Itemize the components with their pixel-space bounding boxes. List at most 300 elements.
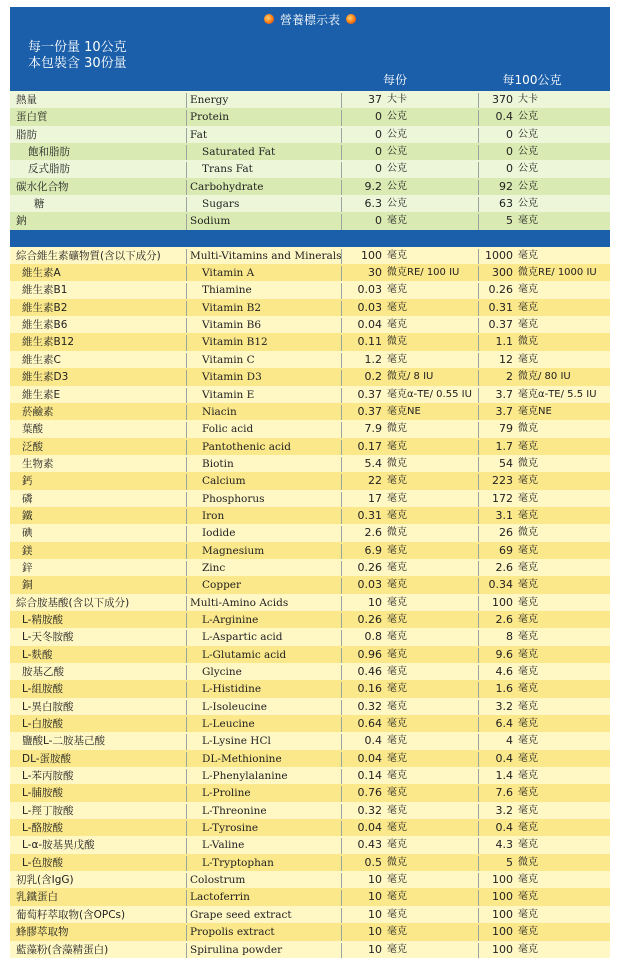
- nutrient-name-en: Carbohydrate: [190, 180, 264, 193]
- nutrient-name-en: DL-Methionine: [202, 752, 282, 765]
- per-100g-value: 0.26: [488, 283, 513, 297]
- per-100g-unit: 毫克: [518, 787, 538, 799]
- per-serving-unit: 毫克: [387, 509, 407, 521]
- nutrient-name-en: Vitamin B2: [202, 301, 262, 314]
- per-serving-value: 17: [368, 491, 382, 505]
- per-serving-value: 22: [368, 474, 382, 488]
- table-row: [10, 403, 610, 420]
- per-100g-value: 0.37: [488, 318, 513, 332]
- table-row: [10, 611, 610, 628]
- per-100g-value: 223: [492, 474, 513, 488]
- nutrient-name-en: Vitamin A: [202, 267, 255, 280]
- per-serving-value: 9.2: [364, 179, 382, 193]
- nutrient-name-en: L-Tryptophan: [202, 856, 274, 869]
- table-row: [10, 524, 610, 541]
- flower-icon: [346, 14, 356, 24]
- nutrient-name-zh: L-脯胺酸: [22, 787, 63, 800]
- per-100g-value: 4.6: [495, 665, 513, 678]
- per-serving-unit: 公克: [387, 128, 407, 140]
- section-divider: [10, 230, 610, 247]
- table-row: [10, 143, 610, 160]
- nutrient-name-en: L-Leucine: [202, 718, 255, 731]
- per-serving-unit: 微克: [387, 457, 407, 469]
- nutrient-name-zh: 藍藻粉(含藻精蛋白): [16, 943, 109, 956]
- nutrient-name-en: Pantothenic acid: [202, 440, 291, 453]
- per-100g-unit: 微克RE/ 1000 IU: [518, 267, 597, 279]
- per-serving-unit: 毫克: [387, 666, 407, 677]
- table-row: [10, 628, 610, 645]
- per-100g-unit: 毫克α-TE/ 5.5 IU: [518, 388, 597, 400]
- nutrient-name-en: Colostrum: [190, 874, 246, 887]
- per-100g-unit: 毫克: [518, 579, 538, 591]
- nutrient-name-en: Vitamin E: [202, 388, 255, 401]
- per-100g-unit: 微克: [518, 527, 538, 539]
- nutrient-name-zh: L-α-胺基異戊酸: [22, 839, 95, 852]
- nutrient-name-en: L-Tyrosine: [202, 822, 259, 835]
- table-row: [10, 542, 610, 559]
- nutrient-name-en: Copper: [202, 579, 242, 592]
- per-100g-value: 100: [492, 595, 513, 609]
- nutrient-name-en: Calcium: [202, 475, 246, 488]
- per-serving-value: 0.37: [357, 387, 382, 401]
- nutrient-name-en: Spirulina powder: [190, 943, 283, 956]
- table-row: [10, 368, 610, 385]
- per-serving-unit: 毫克: [387, 943, 407, 955]
- table-row: [10, 784, 610, 801]
- per-serving-value: 10: [368, 925, 382, 939]
- nutrient-name-en: L-Threonine: [202, 804, 267, 817]
- nutrient-name-en: L-Lysine HCl: [202, 735, 271, 748]
- per-100g-value: 26: [499, 526, 513, 540]
- per-serving-unit: 毫克: [387, 822, 407, 834]
- per-serving-unit: 毫克: [387, 787, 407, 799]
- per-serving-unit: 毫克: [387, 319, 407, 331]
- per-serving-value: 0.96: [357, 647, 382, 661]
- per-100g-value: 6.4: [495, 717, 513, 731]
- col-header-per-serving: 每份: [382, 73, 407, 87]
- nutrient-name-zh: 鐵: [22, 509, 33, 522]
- per-100g-unit: 公克: [518, 163, 538, 175]
- per-serving-unit: 毫克: [387, 544, 407, 556]
- nutrient-name-zh: 反式脂肪: [28, 163, 70, 176]
- nutrient-name-zh: DL-蛋胺酸: [22, 752, 72, 765]
- per-serving-unit: 毫克: [387, 770, 407, 782]
- per-100g-unit: 毫克: [518, 561, 538, 573]
- nutrient-name-zh: 綜合胺基酸(含以下成分): [16, 596, 130, 609]
- per-100g-unit: 毫克: [518, 631, 538, 643]
- per-serving-unit: 毫克: [387, 874, 407, 886]
- nutrient-name-en: Sugars: [202, 198, 240, 211]
- table-row: [10, 715, 610, 732]
- per-serving-unit: 微克: [387, 336, 407, 348]
- per-serving-unit: 毫克: [387, 700, 407, 712]
- table-row: [10, 698, 610, 715]
- table-row: [10, 108, 610, 125]
- per-100g-unit: 毫克: [518, 440, 538, 452]
- per-100g-unit: 毫克: [518, 544, 538, 556]
- nutrient-name-zh: L-苯丙胺酸: [22, 770, 74, 783]
- per-serving-unit: 毫克: [387, 804, 407, 816]
- per-serving-unit: 毫克: [387, 683, 407, 695]
- per-100g-unit: 公克: [518, 128, 538, 140]
- table-row: [10, 732, 610, 749]
- per-serving-value: 30: [368, 266, 382, 280]
- table-row: [10, 507, 610, 524]
- per-100g-unit: 毫克: [518, 319, 538, 331]
- nutrient-name-zh: 蛋白質: [16, 111, 48, 124]
- nutrient-name-zh: L-精胺酸: [22, 613, 63, 626]
- per-100g-unit: 毫克: [518, 613, 538, 625]
- per-serving-unit: 毫克: [387, 908, 407, 920]
- per-serving-value: 7.9: [364, 422, 382, 436]
- table-row: [10, 351, 610, 368]
- per-100g-unit: 毫克: [518, 735, 538, 747]
- per-100g-unit: 微克: [518, 336, 538, 348]
- nutrient-name-zh: 泛酸: [22, 440, 43, 453]
- per-100g-unit: 公克: [518, 198, 538, 210]
- per-100g-value: 172: [492, 491, 513, 505]
- per-serving-value: 10: [368, 907, 382, 921]
- per-100g-value: 92: [499, 179, 513, 193]
- table-header: [10, 31, 610, 91]
- per-100g-unit: 公克: [518, 146, 538, 158]
- serving-size: 每一份量 10公克: [28, 40, 127, 55]
- nutrient-name-en: Vitamin B6: [202, 319, 262, 332]
- nutrient-name-zh: 綜合維生素礦物質(含以下成分): [16, 249, 161, 262]
- nutrient-name-en: Iron: [202, 509, 225, 522]
- per-serving-unit: 毫克: [387, 301, 407, 313]
- table-row: [10, 941, 610, 958]
- per-100g-unit: 毫克: [518, 700, 538, 712]
- per-serving-unit: 公克: [387, 111, 407, 123]
- basic-nutrients-section: [10, 91, 610, 230]
- nutrient-name-en: Phosphorus: [202, 492, 265, 505]
- table-row: [10, 264, 610, 281]
- per-serving-value: 0.64: [357, 717, 382, 731]
- per-serving-value: 0.04: [357, 821, 382, 835]
- per-100g-value: 100: [492, 942, 513, 956]
- per-serving-unit: 毫克: [387, 735, 407, 747]
- nutrient-name-en: Saturated Fat: [202, 146, 276, 159]
- per-100g-value: 7.6: [495, 786, 513, 800]
- per-100g-value: 2: [506, 370, 513, 384]
- per-serving-value: 0: [375, 162, 382, 176]
- per-100g-value: 0.4: [495, 751, 513, 765]
- per-serving-unit: 微克: [387, 856, 407, 868]
- per-serving-value: 0.26: [357, 560, 382, 574]
- nutrient-name-zh: L-色胺酸: [22, 856, 63, 869]
- nutrient-name-zh: 初乳(含IgG): [16, 874, 74, 887]
- nutrient-name-en: Sodium: [190, 215, 231, 228]
- per-100g-unit: 毫克: [518, 839, 538, 851]
- per-serving-unit: 公克: [387, 198, 407, 210]
- nutrient-name-zh: 乳鐵蛋白: [16, 891, 58, 904]
- per-100g-unit: 毫克: [518, 943, 538, 955]
- per-100g-unit: 毫克: [518, 509, 538, 521]
- per-serving-value: 0.2: [364, 370, 382, 384]
- nutrient-name-zh: 脂肪: [16, 128, 37, 141]
- nutrient-name-en: Vitamin B12: [202, 336, 268, 349]
- per-100g-unit: 毫克: [518, 215, 538, 227]
- nutrient-name-zh: 鎂: [22, 544, 33, 557]
- table-row: [10, 594, 610, 611]
- per-100g-unit: 毫克: [518, 596, 538, 608]
- per-serving-value: 0.03: [357, 283, 382, 297]
- per-100g-value: 4.3: [495, 838, 513, 852]
- per-serving-unit: 毫克: [387, 613, 407, 625]
- per-serving-unit: 毫克: [387, 891, 407, 903]
- nutrient-name-zh: 維生素B1: [22, 284, 68, 297]
- per-serving-value: 10: [368, 873, 382, 887]
- nutrient-name-zh: 維生素B2: [22, 301, 68, 314]
- per-100g-value: 12: [499, 352, 513, 366]
- table-row: [10, 646, 610, 663]
- table-row: [10, 854, 610, 871]
- per-100g-unit: 毫克: [518, 891, 538, 903]
- per-100g-unit: 公克: [518, 180, 538, 192]
- nutrient-name-zh: 菸鹼素: [22, 405, 54, 418]
- per-100g-unit: 毫克: [518, 249, 538, 261]
- nutrient-name-en: L-Glutamic acid: [202, 648, 287, 661]
- per-100g-unit: 毫克: [518, 926, 538, 938]
- table-row: [10, 281, 610, 298]
- per-100g-value: 0: [506, 127, 513, 141]
- per-100g-value: 0: [506, 162, 513, 176]
- table-row: [10, 576, 610, 593]
- table-row: [10, 472, 610, 489]
- per-serving-value: 10: [368, 890, 382, 904]
- nutrient-name-zh: 飽和脂肪: [28, 146, 70, 159]
- per-serving-value: 0.31: [357, 508, 382, 522]
- table-row: [10, 767, 610, 784]
- per-serving-value: 0.32: [357, 803, 382, 817]
- nutrient-name-zh: 葉酸: [22, 423, 43, 436]
- nutrient-name-en: Zinc: [202, 561, 226, 574]
- per-serving-value: 10: [368, 595, 382, 609]
- table-row: [10, 212, 610, 229]
- nutrient-name-en: Vitamin C: [202, 353, 255, 366]
- per-100g-value: 2.6: [495, 560, 513, 574]
- per-100g-value: 8: [506, 630, 513, 644]
- per-100g-unit: 毫克: [518, 475, 538, 487]
- table-row: [10, 819, 610, 836]
- per-serving-unit: 公克: [387, 163, 407, 175]
- nutrient-name-en: Biotin: [202, 457, 234, 470]
- nutrient-name-en: L-Histidine: [202, 683, 262, 696]
- per-serving-value: 0.03: [357, 578, 382, 592]
- per-serving-unit: 毫克: [387, 561, 407, 573]
- per-serving-value: 0.8: [364, 630, 382, 644]
- per-serving-unit: 毫克: [387, 249, 407, 261]
- per-100g-value: 0.31: [488, 300, 513, 314]
- nutrient-name-zh: L-羥丁胺酸: [22, 804, 74, 817]
- per-100g-value: 370: [492, 93, 513, 106]
- nutrient-name-en: Vitamin D3: [202, 371, 262, 384]
- nutrient-name-en: Multi-Amino Acids: [190, 596, 289, 609]
- per-serving-value: 0.26: [357, 612, 382, 626]
- nutrient-name-en: Propolis extract: [190, 926, 275, 939]
- nutrient-name-en: Multi-Vitamins and Minerals: [190, 249, 342, 262]
- nutrient-name-en: Trans Fat: [202, 163, 253, 176]
- per-100g-value: 1.6: [495, 682, 513, 696]
- table-row: [10, 871, 610, 888]
- title-bar: [10, 7, 610, 31]
- per-serving-unit: 毫克: [387, 492, 407, 504]
- nutrient-name-zh: 銅: [22, 579, 33, 592]
- per-serving-unit: 毫克: [387, 752, 407, 764]
- nutrient-name-zh: 維生素B6: [22, 319, 68, 332]
- table-row: [10, 802, 610, 819]
- nutrient-name-en: Protein: [190, 111, 229, 124]
- nutrient-name-zh: 碳水化合物: [16, 180, 69, 193]
- per-serving-unit: 毫克: [387, 596, 407, 608]
- nutrient-name-en: Magnesium: [202, 544, 265, 557]
- per-100g-unit: 毫克: [518, 718, 538, 730]
- per-serving-value: 0.46: [357, 665, 382, 678]
- per-100g-unit: 毫克NE: [518, 405, 552, 417]
- nutrient-name-zh: 鹽酸L-二胺基己酸: [22, 735, 105, 748]
- flower-icon: [264, 14, 274, 24]
- per-serving-value: 0.76: [357, 786, 382, 800]
- per-100g-unit: 毫克: [518, 770, 538, 782]
- table-row: [10, 490, 610, 507]
- nutrient-name-zh: 磷: [22, 492, 33, 505]
- nutrient-name-en: L-Arginine: [202, 613, 259, 626]
- per-100g-value: 3.1: [495, 508, 513, 522]
- per-serving-unit: 毫克: [387, 440, 407, 452]
- nutrient-name-zh: L-異白胺酸: [22, 700, 74, 713]
- per-serving-value: 0.4: [364, 734, 382, 748]
- per-serving-value: 5.4: [364, 456, 382, 470]
- per-serving-unit: 微克: [387, 423, 407, 435]
- per-100g-value: 3.2: [495, 803, 513, 817]
- table-row: [10, 750, 610, 767]
- per-100g-value: 0.4: [495, 821, 513, 835]
- col-header-per-100g: 每100公克: [502, 73, 562, 87]
- nutrient-name-zh: 糖: [34, 198, 45, 211]
- per-100g-value: 100: [492, 890, 513, 904]
- per-serving-value: 0: [375, 214, 382, 228]
- per-100g-value: 69: [499, 543, 513, 557]
- nutrient-name-zh: 鈣: [22, 475, 33, 488]
- table-row: [10, 420, 610, 437]
- table-row: [10, 836, 610, 853]
- nutrient-name-zh: 熱量: [16, 94, 37, 106]
- table-row: [10, 160, 610, 177]
- per-100g-value: 54: [499, 456, 513, 470]
- per-serving-value: 6.9: [364, 543, 382, 557]
- per-serving-unit: 毫克α-TE/ 0.55 IU: [387, 388, 472, 400]
- table-title: 營養標示表: [279, 12, 340, 27]
- per-100g-value: 3.7: [495, 387, 513, 401]
- per-serving-unit: 公克: [387, 180, 407, 192]
- nutrient-name-en: Iodide: [202, 527, 236, 540]
- per-100g-unit: 毫克: [518, 908, 538, 920]
- nutrient-name-en: L-Isoleucine: [202, 700, 267, 713]
- nutrient-name-en: L-Phenylalanine: [202, 770, 288, 783]
- nutrient-name-zh: 鋅: [22, 561, 33, 574]
- per-serving-unit: 毫克: [387, 926, 407, 938]
- table-row: [10, 178, 610, 195]
- nutrient-name-zh: 鈉: [16, 215, 27, 228]
- per-100g-unit: 毫克: [518, 666, 538, 677]
- per-serving-value: 0.14: [357, 769, 382, 783]
- per-100g-value: 63: [499, 197, 513, 211]
- per-serving-unit: 毫克: [387, 353, 407, 365]
- nutrient-name-zh: 生物素: [22, 457, 54, 470]
- per-100g-unit: 毫克: [518, 822, 538, 834]
- nutrient-name-en: Fat: [190, 128, 208, 141]
- per-100g-unit: 毫克: [518, 752, 538, 764]
- nutrient-name-en: L-Proline: [202, 787, 251, 800]
- nutrient-name-zh: 維生素C: [22, 353, 61, 366]
- per-100g-value: 2.6: [495, 612, 513, 626]
- per-serving-value: 0.11: [357, 335, 382, 349]
- per-serving-value: 2.6: [364, 526, 382, 540]
- per-serving-unit: 毫克: [387, 475, 407, 487]
- per-100g-unit: 公克: [518, 111, 538, 123]
- per-serving-unit: 毫克: [387, 215, 407, 227]
- nutrient-name-en: Lactoferrin: [190, 891, 250, 904]
- per-serving-unit: 大卡: [387, 94, 407, 105]
- table-row: [10, 455, 610, 472]
- per-100g-value: 0.4: [495, 110, 513, 124]
- table-row: [10, 888, 610, 905]
- per-100g-value: 1.4: [495, 769, 513, 783]
- nutrient-name-zh: 維生素B12: [22, 336, 75, 349]
- per-serving-unit: 毫克: [387, 648, 407, 660]
- per-serving-value: 100: [361, 248, 382, 262]
- table-row: [10, 559, 610, 576]
- per-serving-value: 0.37: [357, 404, 382, 418]
- nutrient-name-zh: L-白胺酸: [22, 718, 63, 731]
- per-serving-unit: 公克: [387, 146, 407, 158]
- nutrient-name-en: Folic acid: [202, 423, 254, 436]
- per-serving-unit: 微克RE/ 100 IU: [387, 267, 460, 279]
- per-100g-value: 300: [492, 266, 513, 280]
- per-serving-unit: 微克: [387, 527, 407, 539]
- nutrient-name-zh: L-天冬胺酸: [22, 631, 74, 644]
- nutrient-name-zh: 維生素D3: [22, 371, 69, 384]
- table-row: [10, 923, 610, 940]
- per-100g-value: 0: [506, 145, 513, 159]
- nutrient-name-zh: L-麩酸: [22, 648, 53, 661]
- per-serving-value: 0: [375, 145, 382, 159]
- per-serving-value: 6.3: [364, 197, 382, 211]
- table-row: [10, 91, 610, 108]
- per-100g-unit: 毫克: [518, 648, 538, 660]
- nutrient-name-en: Glycine: [202, 666, 242, 678]
- nutrient-name-en: Thiamine: [202, 284, 252, 297]
- table-row: [10, 906, 610, 923]
- per-serving-unit: 毫克: [387, 839, 407, 851]
- table-row: [10, 247, 610, 264]
- per-serving-value: 37: [368, 93, 382, 106]
- nutrient-name-zh: 碘: [22, 527, 33, 540]
- per-serving-value: 0.16: [357, 682, 382, 696]
- per-serving-value: 1.2: [364, 352, 382, 366]
- per-serving-value: 0: [375, 127, 382, 141]
- per-100g-value: 5: [506, 214, 513, 228]
- table-row: [10, 299, 610, 316]
- per-100g-unit: 大卡: [518, 94, 538, 105]
- per-serving-value: 0.04: [357, 318, 382, 332]
- table-row: [10, 386, 610, 403]
- per-serving-unit: 毫克NE: [387, 405, 421, 417]
- per-100g-unit: 毫克: [518, 353, 538, 365]
- table-row: [10, 126, 610, 143]
- per-100g-value: 1000: [485, 248, 513, 262]
